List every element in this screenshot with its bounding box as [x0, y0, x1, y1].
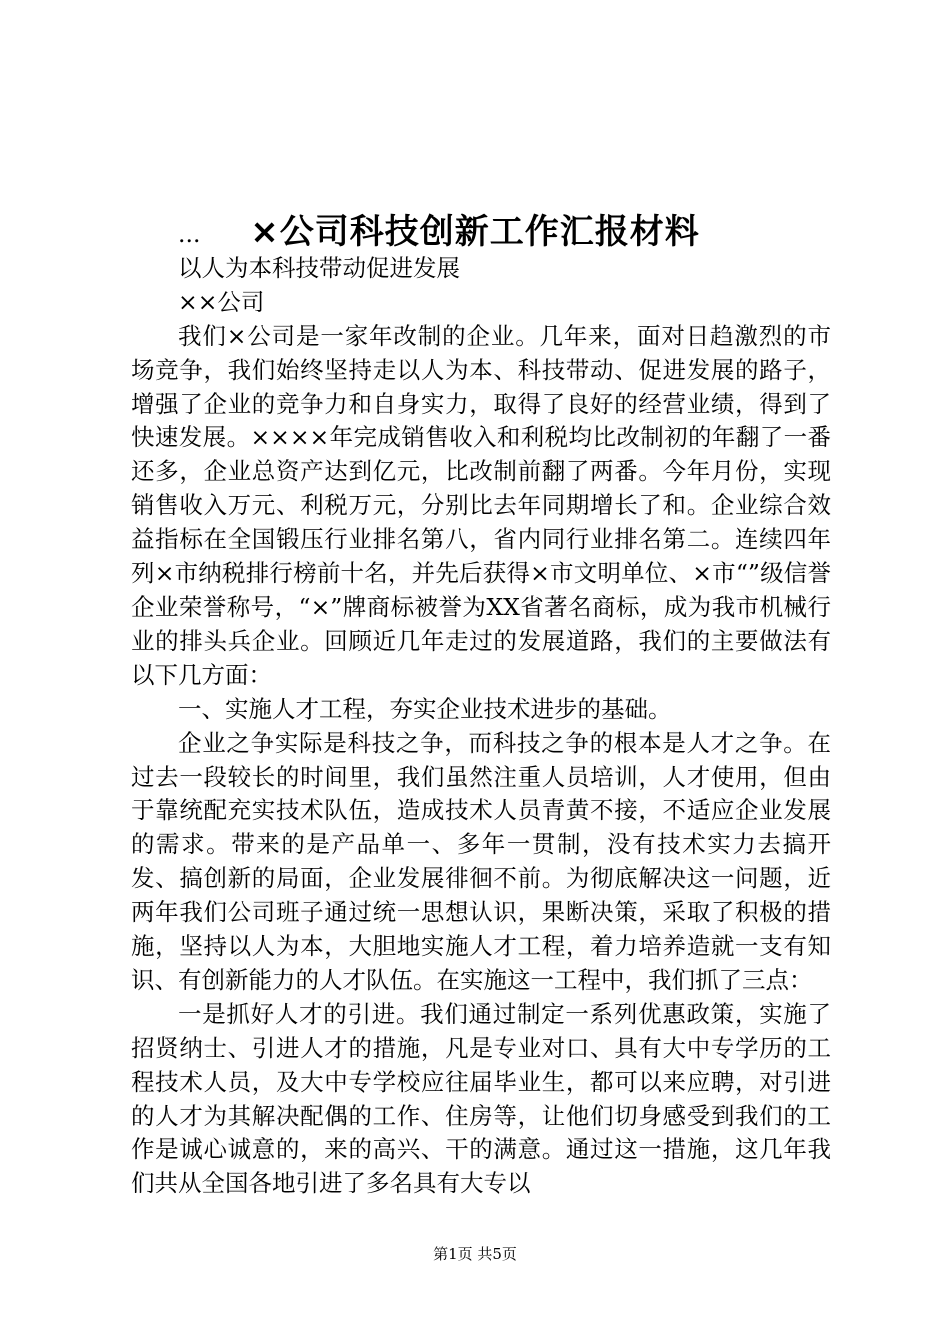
section-heading: 一、实施人才工程，夯实企业技术进步的基础。: [178, 694, 672, 723]
document-body: [131, 218, 831, 1201]
paragraph: 我们×公司是一家年改制的企业。几年来，面对日趋激烈的市场竞争，我们始终坚持走以人为本、科技带动、促进发展的路子，增强了企业的竞争力和自身实力，取得了良好的经营业绩，得到了快速发展。××××年完成销售收入和利税均比改制初的年翻了一番还多，企业总资产达到亿元，比改制前翻了两番。今年月份，实现销售收入万元、利税万元，分别比去年同期增长了和。企业综合效益指标在全国锻压行业排名第八，省内同行业排名第二。连续四年列×市纳税排行榜前十名，并先后获得×市文明单位、×市“”级信誉企业荣誉称号，“×”牌商标被誉为XX省著名商标，成为我市机械行业的排头兵企业。回顾近几年走过的发展道路，我们的主要做法有以下几方面：: [131, 321, 831, 689]
document-title: ×公司科技创新工作汇报材料: [250, 211, 700, 252]
author: ××公司: [178, 287, 265, 316]
ellipsis-line: ...: [178, 220, 201, 248]
page-footer: 第1页 共5页: [433, 1245, 517, 1263]
paragraph: 一是抓好人才的引进。我们通过制定一系列优惠政策，实施了招贤纳士、引进人才的措施，凡是专业对口、具有大中专学历的工程技术人员，及大中专学校应往届毕业生，都可以来应聘，对引进的人才为其解决配偶的工作、住房等，让他们切身感受到我们的工作是诚心诚意的，来的高兴、干的满意。通过这一措施，这几年我们共从全国各地引进了多名具有大专以: [131, 999, 831, 1198]
paragraph: 企业之争实际是科技之争，而科技之争的根本是人才之争。在过去一段较长的时间里，我们虽然注重人员培训，人才使用，但由于靠统配充实技术队伍，造成技术人员青黄不接，不适应企业发展的需求。带来的是产品单一、多年一贯制，没有技术实力去搞开发、搞创新的局面，企业发展徘徊不前。为彻底解决这一问题，近两年我们公司班子通过统一思想认识，果断决策，采取了积极的措施，坚持以人为本，大胆地实施人才工程，着力培养造就一支有知识、有创新能力的人才队伍。在实施这一工程中，我们抓了三点：: [131, 728, 831, 994]
subtitle: 以人为本科技带动促进发展: [178, 253, 460, 282]
